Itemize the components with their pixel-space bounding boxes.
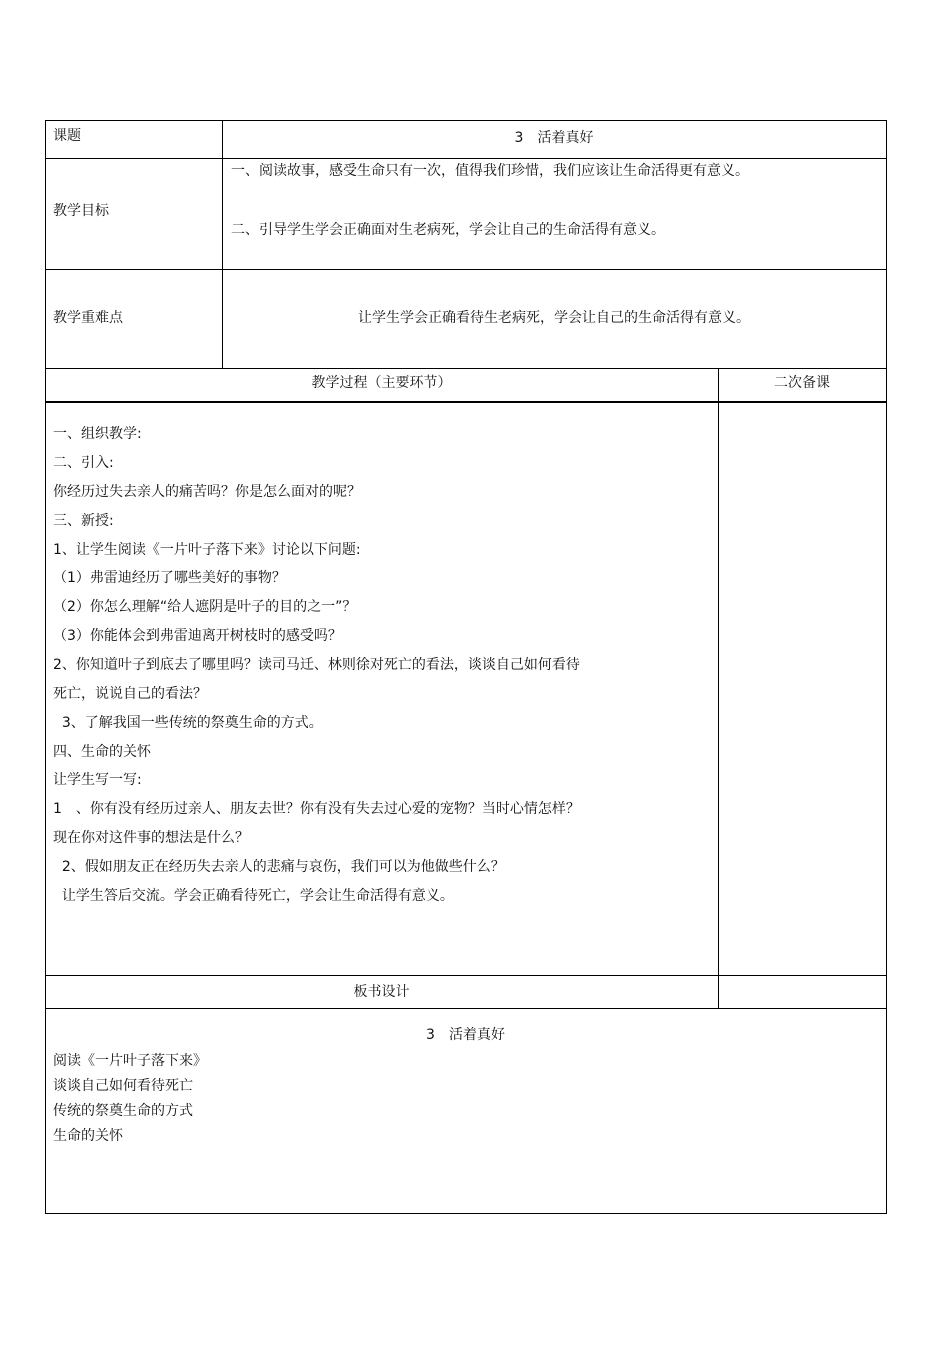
process-line: 你经历过失去亲人的痛苦吗？你是怎么面对的呢？ — [53, 484, 361, 500]
key-points-label: 教学重难点 — [53, 310, 123, 326]
process-line: 三、新授: — [53, 513, 114, 529]
board-line: 阅读《一片叶子落下来》 — [53, 1053, 207, 1069]
board-line: 生命的关怀 — [53, 1128, 123, 1144]
topic-label: 课题 — [53, 128, 81, 144]
process-line: 四、生命的关怀 — [53, 744, 151, 760]
process-line: 死亡，说说自己的看法？ — [53, 686, 207, 702]
row-divider — [45, 269, 887, 270]
key-points-value: 让学生学会正确看待生老病死，学会让自己的生命活得有意义。 — [358, 310, 750, 326]
row-divider — [45, 1008, 887, 1009]
process-line: 1 、你有没有经历过亲人、朋友去世？你有没有失去过心爱的宠物？当时心情怎样？ — [53, 801, 580, 817]
board-line: 谈谈自己如何看待死亡 — [53, 1078, 193, 1094]
table-right-border — [886, 120, 887, 1214]
process-line: 让学生答后交流。学会正确看待死亡，学会让生命活得有意义。 — [53, 888, 454, 904]
process-line: 二、引入: — [53, 455, 114, 471]
label-column-divider — [222, 120, 223, 368]
process-line: 一、组织教学: — [53, 426, 142, 442]
secondary-prep-header: 二次备课 — [774, 375, 830, 391]
board-title: 3 活着真好 — [426, 1027, 505, 1043]
process-header: 教学过程（主要环节） — [311, 375, 452, 391]
process-line: 3、了解我国一些传统的祭奠生命的方式。 — [53, 715, 323, 731]
process-line: 现在你对这件事的想法是什么？ — [53, 830, 249, 846]
goals-label: 教学目标 — [53, 203, 109, 219]
row-divider — [45, 158, 887, 159]
process-line: （3）你能体会到弗雷迪离开树枝时的感受吗？ — [53, 628, 342, 644]
goal-item: 二、引导学生学会正确面对生老病死，学会让自己的生命活得有意义。 — [231, 222, 665, 238]
process-line: （1）弗雷迪经历了哪些美好的事物？ — [53, 570, 286, 586]
row-divider — [45, 975, 887, 976]
row-divider — [45, 401, 887, 403]
board-design-header: 板书设计 — [353, 984, 410, 1000]
table-left-border — [45, 120, 46, 1214]
process-line: 1、让学生阅读《一片叶子落下来》讨论以下问题: — [53, 542, 361, 558]
process-line: 2、假如朋友正在经历失去亲人的悲痛与哀伤，我们可以为他做些什么？ — [53, 859, 505, 875]
table-top-border — [45, 120, 887, 121]
process-line: 让学生写一写: — [53, 772, 142, 788]
secondary-column-divider — [718, 368, 719, 1009]
row-divider — [45, 368, 887, 369]
table-bottom-border — [45, 1213, 887, 1214]
process-line: （2）你怎么理解“给人遮阴是叶子的目的之一”？ — [53, 599, 357, 615]
goal-item: 一、阅读故事，感受生命只有一次，值得我们珍惜，我们应该让生命活得更有意义。 — [231, 163, 749, 179]
board-line: 传统的祭奠生命的方式 — [53, 1103, 193, 1119]
process-line: 2、你知道叶子到底去了哪里吗？读司马迁、林则徐对死亡的看法，谈谈自己如何看待 — [53, 657, 580, 673]
topic-value: 3 活着真好 — [514, 130, 594, 146]
